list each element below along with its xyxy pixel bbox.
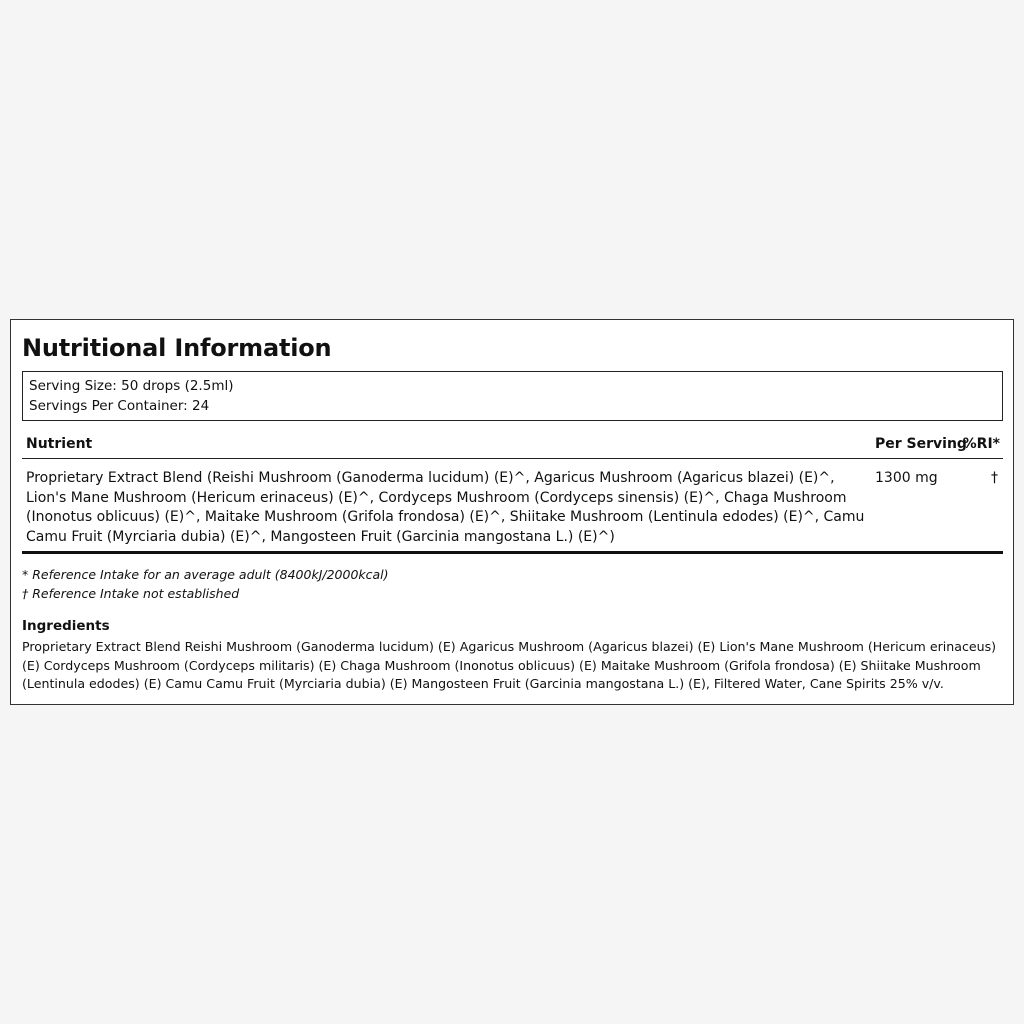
ingredients-heading: Ingredients [22, 618, 110, 634]
header-ri: %RI* [962, 436, 1000, 452]
ingredients-text: Proprietary Extract Blend Reishi Mushroom (Ganoderma lucidum) (E) Agaricus Mushroom (Agaricus blazei) (E) Lion's Mane Mushroom (Hericum erinaceus) (E) Cordyceps Mushroom (Cordyceps militaris) (E) Chaga Mushroom (Inonotus oblicuus) (E) Maitake Mushroom (Grifola frondosa) (E) Shiitake Mushroom (Lentinula edodes) (E) Camu Camu Fruit (Myrciaria dubia) (E) Mangosteen Fruit (Garcinia mangostana L.) (E), Filtered Water, Cane Spirits 25% v/v. [22, 639, 997, 692]
ri-value: † [991, 470, 998, 486]
header-nutrient: Nutrient [26, 436, 93, 452]
footnotes [22, 566, 389, 603]
servings-per-container: Servings Per Container: 24 [29, 397, 210, 414]
nutrition-panel [10, 319, 1014, 705]
footnote-reference-intake: * Reference Intake for an average adult (8400kJ/2000kcal) [22, 567, 389, 582]
serving-info-box [22, 371, 1003, 421]
per-serving-value: 1300 mg [875, 470, 938, 486]
footnote-not-established: † Reference Intake not established [22, 585, 240, 601]
nutrient-table-header [22, 434, 1003, 459]
panel-title: Nutritional Information [22, 334, 332, 362]
nutrient-name: Proprietary Extract Blend (Reishi Mushroom (Ganoderma lucidum) (E)^, Agaricus Mushroom (Agaricus blazei) (E)^, Lion's Mane Mushroom (Hericum erinaceus) (E)^, Cordyceps Mushroom (Cordyceps sinensis) (E)^, Chaga Mushroom (Inonotus oblicuus) (E)^, Maitake Mushroom (Grifola frondosa) (E)^, Shiitake Mushroom (Lentinula edodes) (E)^, Camu Camu Fruit (Myrciaria dubia) (E)^, Mangosteen Fruit (Garcinia mangostana L.) (E)^) [26, 470, 865, 545]
table-row [22, 469, 1003, 554]
header-per-serving: Per Serving [875, 436, 967, 452]
serving-size: Serving Size: 50 drops (2.5ml) [29, 378, 234, 394]
